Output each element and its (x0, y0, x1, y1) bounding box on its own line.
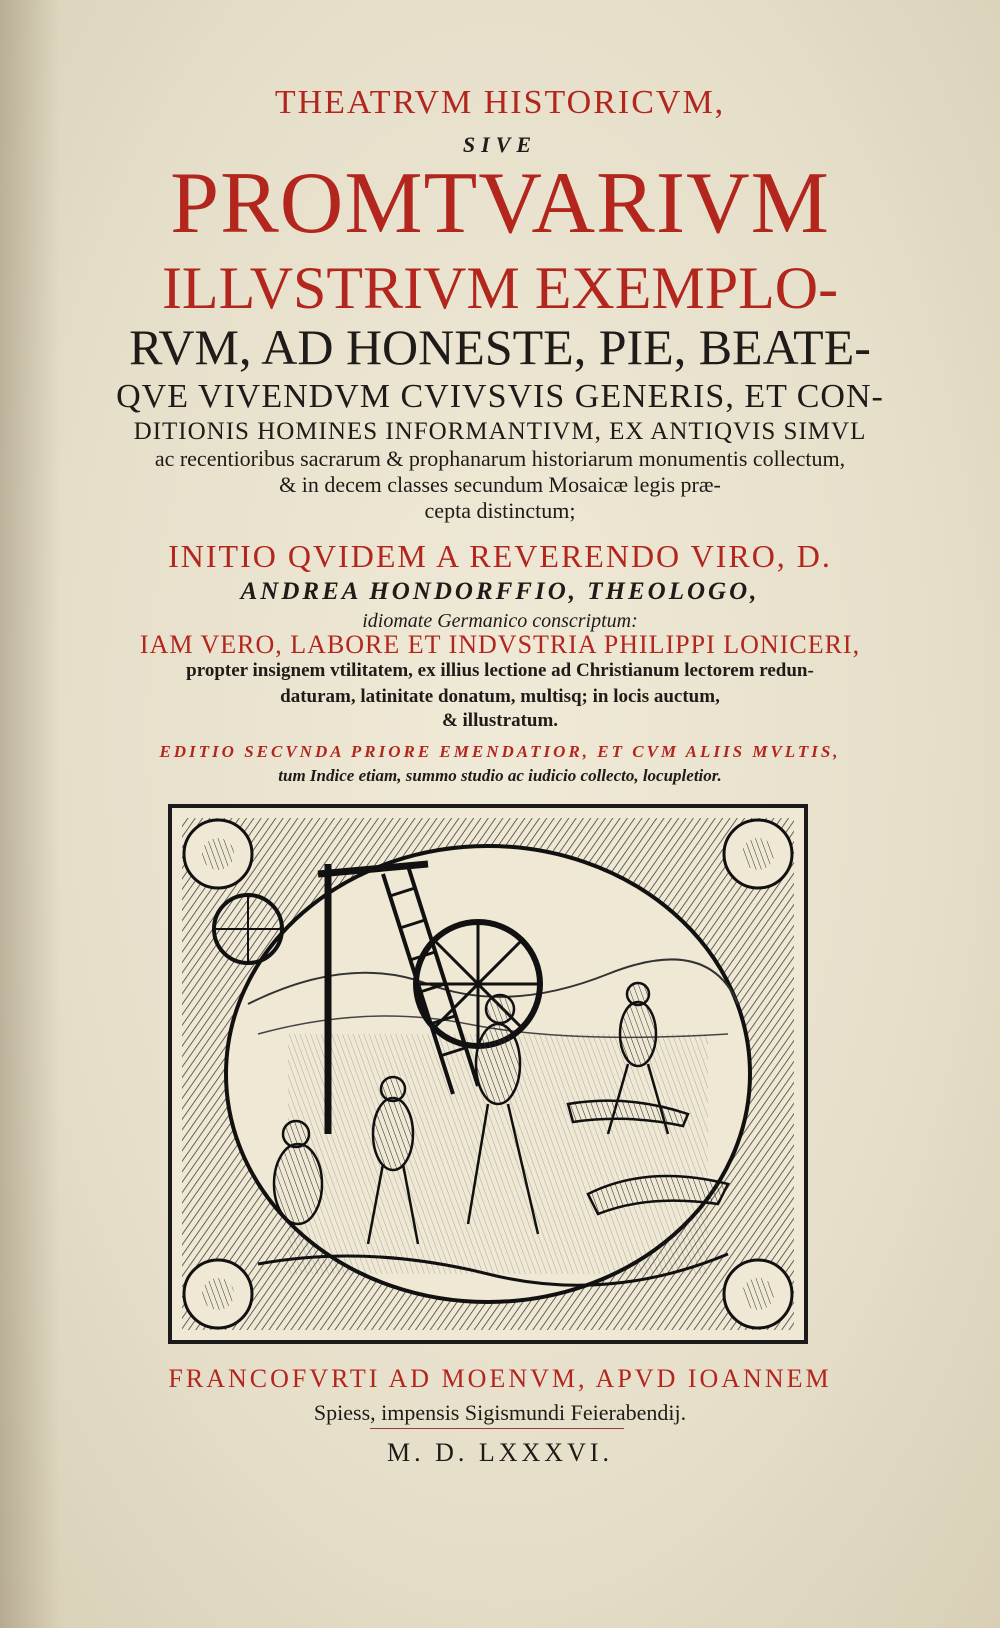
title-line-4: ILLVSTRIVM EXEMPLO- (161, 255, 839, 321)
translator-line-4: & illustratum. (441, 710, 559, 731)
translator-line-2: propter insignem vtilitatem, ex illius lectione ad Christianum lectorem redun- (186, 660, 814, 681)
title-line-6: QVE VIVENDVM CVIVSVIS GENERIS, ET CON- (116, 378, 884, 415)
author-line-1: INITIO QVIDEM A REVERENDO VIRO, D. (168, 538, 832, 574)
imprint-line-1: FRANCOFVRTI AD MOENVM, APVD IOANNEM (168, 1364, 832, 1393)
woodcut-illustration (168, 804, 808, 1344)
title-line-2: SIVE (462, 132, 538, 157)
publication-year: M. D. LXXXVI. (386, 1438, 614, 1467)
title-line-1: THEATRVM HISTORICVM, (274, 84, 726, 121)
divider-rule (370, 1428, 624, 1429)
title-line-10: cepta distinctum; (424, 498, 576, 523)
title-line-5: RVM, AD HONESTE, PIE, BEATE- (129, 319, 871, 375)
author-line-2: ANDREA HONDORFFIO, THEOLOGO, (240, 578, 760, 605)
main-title: PROMTVARIVM (170, 155, 830, 252)
translator-line-1: IAM VERO, LABORE ET INDVSTRIA PHILIPPI LONICERI, (139, 630, 861, 659)
imprint-line-2: Spiess, impensis Sigismundi Feierabendij. (313, 1400, 687, 1425)
title-line-8: ac recentioribus sacrarum & prophanarum historiarum monumentis collectum, (154, 446, 846, 471)
author-line-3: idiomate Germanico conscriptum: (362, 610, 638, 632)
edition-line-2: tum Indice etiam, summo studio ac iudicio collecto, locupletior. (278, 766, 722, 785)
translator-line-3: daturam, latinitate donatum, multisq; in locis auctum, (280, 686, 720, 707)
title-line-9: & in decem classes secundum Mosaicæ legis præ- (279, 472, 721, 497)
edition-line-1: EDITIO SECVNDA PRIORE EMENDATIOR, ET CVM ALIIS MVLTIS, (159, 742, 841, 761)
title-line-7: DITIONIS HOMINES INFORMANTIVM, EX ANTIQVIS SIMVL (133, 418, 867, 445)
